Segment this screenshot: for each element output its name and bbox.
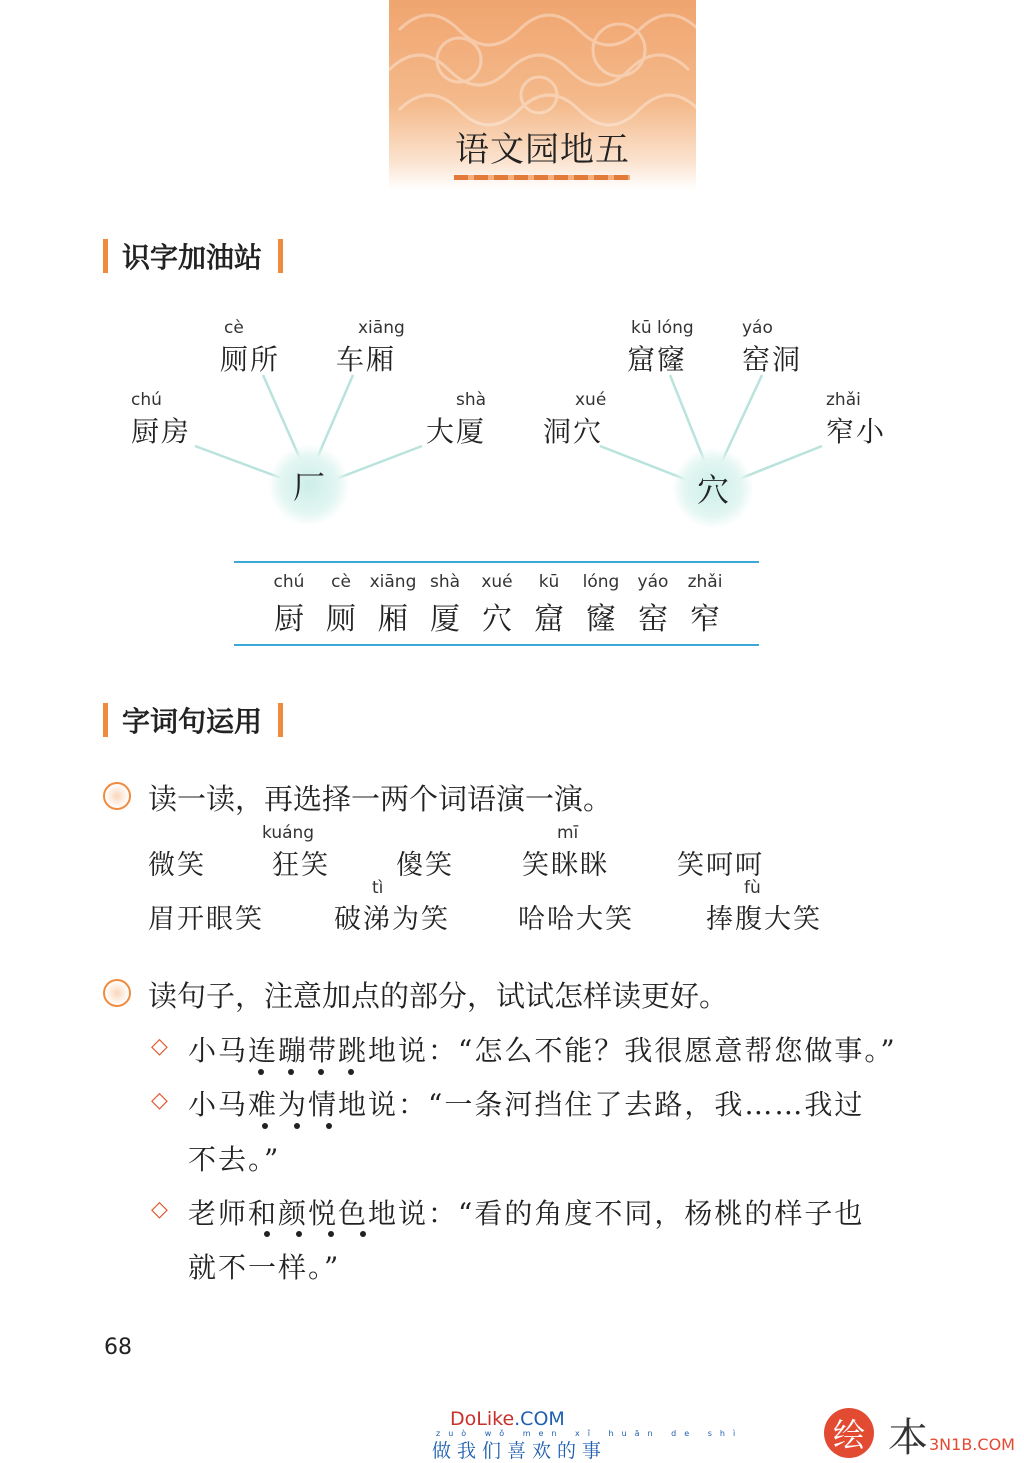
logo-ben: 本 (888, 1415, 928, 1461)
word-shaxiao: 傻笑 (396, 850, 454, 881)
pinyin: yáo (637, 572, 669, 592)
section-title: 识字加油站 (122, 241, 263, 274)
pinyin: kū lóng (631, 318, 694, 338)
word: 厕所 (220, 343, 281, 376)
pinyin-mi: mī (557, 823, 579, 843)
pinyin-fu: fù (744, 878, 761, 898)
char-cell (262, 572, 316, 638)
word: 大厦 (426, 415, 487, 448)
pinyin: zhǎi (826, 390, 861, 410)
exercise-icon (103, 979, 131, 1007)
pinyin-kuang: kuáng (262, 823, 315, 843)
tree-right-word-2 (627, 318, 694, 378)
tree-left-word-2 (220, 318, 280, 378)
watermark-site-a: DoLike (450, 1408, 515, 1430)
watermark-site-b: .COM (514, 1408, 565, 1430)
tree-left-word-3 (336, 318, 405, 378)
pinyin: chú (131, 390, 162, 410)
emphasis-dot (294, 1123, 300, 1129)
emphasis-dot (258, 1069, 264, 1075)
pinyin: xiāng (358, 318, 405, 338)
char-cell (678, 572, 732, 638)
section-bar-left (103, 703, 108, 737)
char-cell (418, 572, 472, 638)
pinyin: xué (481, 572, 513, 592)
pinyin: cè (331, 572, 351, 592)
char-cell (314, 572, 368, 638)
emphasis-dot (288, 1069, 294, 1075)
section-bar-right (278, 703, 283, 737)
emphasis-dot (326, 1123, 332, 1129)
char: 窑 (638, 602, 668, 637)
word: 窄小 (826, 415, 887, 448)
word: 车厢 (336, 343, 397, 376)
char: 穴 (482, 602, 512, 637)
char: 窄 (690, 602, 720, 637)
tree-right-word-1 (543, 390, 606, 450)
emphasis-dot (264, 1231, 270, 1237)
exercise-icon (103, 782, 131, 810)
pinyin: shà (429, 572, 461, 592)
word: 洞穴 (543, 415, 604, 448)
char: 厢 (378, 602, 408, 637)
word-kuangxiao: 狂笑 (272, 850, 330, 881)
char: 厨 (274, 602, 304, 637)
sentence-2-line-2: 不去。” (188, 1143, 281, 1176)
emphasis-dot (348, 1069, 354, 1075)
pinyin-ti: tì (372, 878, 384, 898)
char-cell (470, 572, 524, 638)
page-title: 语文园地五 (455, 130, 630, 170)
character-strip (0, 572, 1024, 642)
pinyin: zhǎi (687, 572, 723, 592)
bullet-diamond: ◇ (151, 1197, 168, 1222)
word-hahadaxiao: 哈哈大笑 (518, 904, 634, 935)
exercise-2-instruction: 读句子，注意加点的部分，试试怎样读更好。 (148, 979, 729, 1013)
sentence-3-line-1: 老师和颜悦色地说：“看的角度不同，杨桃的样子也 (188, 1197, 865, 1230)
emphasis-dot (318, 1069, 324, 1075)
strip-top-line (234, 561, 759, 563)
pinyin: shà (456, 390, 487, 410)
tree-right-root: 穴 (673, 448, 753, 528)
pinyin: chú (273, 572, 305, 592)
page-number: 68 (104, 1335, 132, 1360)
char: 窿 (586, 602, 616, 637)
watermark-slogan-pinyin: zuò wǒ men xǐ huān de shì (436, 1429, 744, 1438)
watermark-slogan: 做我们喜欢的事 (432, 1440, 608, 1462)
section-title: 字词句运用 (122, 705, 263, 738)
tree-left-word-1 (131, 390, 191, 450)
char: 厕 (326, 602, 356, 637)
emphasis-dot (328, 1231, 334, 1237)
char: 窟 (534, 602, 564, 637)
section-header-2 (103, 700, 283, 740)
watermark-site (450, 1408, 565, 1430)
word-potiweixiao: 破涕为笑 (334, 904, 450, 935)
emphasis-dot (296, 1231, 302, 1237)
word-xiaohehe: 笑呵呵 (677, 850, 764, 881)
char-cell (626, 572, 680, 638)
pinyin: xiāng (369, 572, 417, 592)
tree-right-word-4 (826, 390, 886, 450)
tree-left-root: 厂 (269, 445, 349, 525)
tree-right-word-3 (742, 318, 802, 378)
sentence-3-line-2: 就不一样。” (188, 1251, 341, 1284)
tree-left-word-4 (426, 390, 486, 450)
char: 厦 (430, 602, 460, 637)
word-xiaomimi: 笑眯眯 (522, 850, 609, 881)
word: 厨房 (131, 415, 192, 448)
word: 窟窿 (627, 343, 688, 376)
pinyin: lóng (582, 572, 620, 592)
pinyin: cè (224, 318, 244, 338)
emphasis-dot (360, 1231, 366, 1237)
char-cell (574, 572, 628, 638)
exercise-1-instruction: 读一读，再选择一两个词语演一演。 (148, 782, 613, 816)
logo-site: 3N1B.COM (929, 1435, 1015, 1454)
word-pengfudaxiao: 捧腹大笑 (706, 904, 822, 935)
pinyin: kū (538, 572, 560, 592)
word: 窑洞 (742, 343, 803, 376)
logo-circle: 绘 (824, 1408, 874, 1458)
pinyin: xué (575, 390, 607, 410)
bullet-diamond: ◇ (151, 1034, 168, 1059)
bullet-diamond: ◇ (151, 1088, 168, 1113)
strip-bottom-line (234, 644, 759, 646)
sentence-1: 小马连蹦带跳地说：“怎么不能？我很愿意帮您做事。” (188, 1034, 897, 1067)
emphasis-dot (262, 1123, 268, 1129)
pinyin: yáo (742, 318, 773, 338)
char-cell (366, 572, 420, 638)
word-weixiao: 微笑 (148, 850, 206, 881)
sentence-2-line-1: 小马难为情地说：“一条河挡住了去路，我……我过 (188, 1088, 865, 1121)
tree-lines (0, 0, 1024, 560)
word-meikaiyanxiao: 眉开眼笑 (148, 904, 264, 935)
char-cell (522, 572, 576, 638)
